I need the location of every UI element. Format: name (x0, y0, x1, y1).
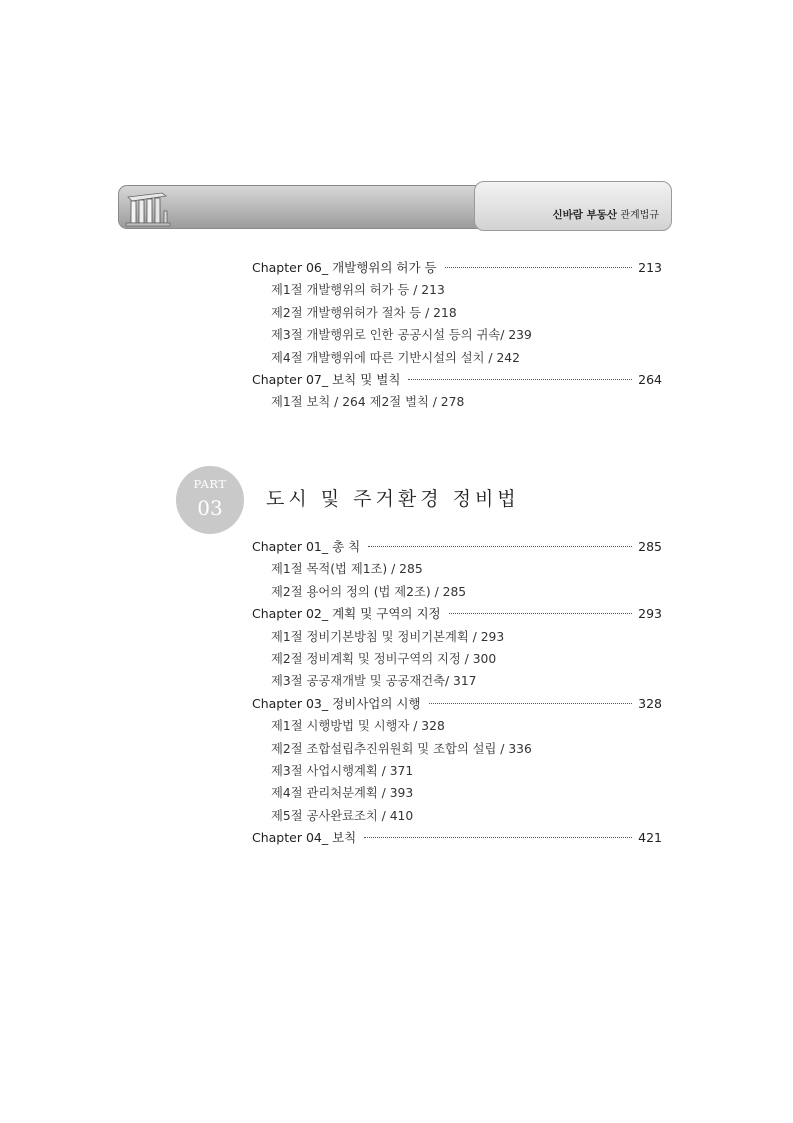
header-subtitle: 관계법규 (620, 210, 659, 221)
dot-leader (364, 837, 632, 838)
chapter-page: 293 (638, 606, 662, 622)
dot-leader (408, 379, 632, 380)
toc-section: 제1절 정비기본방침 및 정비기본계획 / 293 (271, 629, 505, 644)
chapter-title: Chapter 03_ 정비사업의 시행 (252, 695, 421, 711)
toc-chapter (252, 829, 662, 847)
running-header (118, 181, 672, 231)
toc-section: 제2절 개발행위허가 절차 등 / 218 (271, 305, 457, 320)
header-tab (474, 181, 672, 231)
chapter-title: Chapter 04_ 보칙 (252, 830, 357, 846)
part-number: 03 (197, 496, 223, 520)
toc-section: 제3절 개발행위로 인한 공공시설 등의 귀속/ 239 (271, 328, 532, 343)
toc-section: 제1절 시행방법 및 시행자 / 328 (271, 719, 445, 734)
header-brand: 신바람 부동산 (552, 209, 618, 221)
chapter-title: Chapter 02_ 계획 및 구역의 지정 (252, 606, 441, 622)
toc-section: 제1절 보칙 / 264 제2절 벌칙 / 278 (271, 395, 465, 410)
part-label: PART (193, 477, 227, 491)
toc-section: 제3절 공공재개발 및 공공재건축/ 317 (271, 674, 477, 689)
toc-chapter (252, 371, 662, 389)
chapter-page: 285 (638, 539, 662, 554)
chapter-page: 328 (638, 695, 662, 711)
header-title (553, 206, 660, 222)
dot-leader (429, 703, 633, 704)
chapter-title: Chapter 06_ 개발행위의 허가 등 (252, 260, 437, 275)
toc-section: 제1절 목적(법 제1조) / 285 (271, 562, 423, 577)
part-title: 도시 및 주거환경 정비법 (266, 488, 520, 510)
toc-section: 제1절 개발행위의 허가 등 / 213 (271, 283, 445, 298)
chapter-page: 213 (638, 260, 662, 275)
toc-chapter (252, 259, 662, 277)
toc-chapter (252, 538, 662, 556)
toc-section: 제2절 정비계획 및 정비구역의 지정 / 300 (271, 652, 497, 666)
part-badge (176, 466, 244, 534)
toc-section: 제3절 사업시행계획 / 371 (271, 764, 414, 778)
dot-leader (445, 267, 633, 268)
toc-section: 제2절 용어의 정의 (법 제2조) / 285 (271, 584, 467, 599)
toc-chapter (252, 605, 662, 623)
dot-leader (449, 613, 633, 614)
toc-chapter (252, 695, 662, 713)
toc-section: 제4절 개발행위에 따른 기반시설의 설치 / 242 (271, 350, 520, 365)
chapter-page: 421 (638, 830, 662, 846)
chapter-page: 264 (638, 372, 662, 387)
toc-section: 제5절 공사완료조치 / 410 (271, 808, 414, 823)
toc-section: 제4절 관리처분계획 / 393 (271, 786, 414, 801)
chapter-title: Chapter 01_ 총 칙 (252, 539, 361, 554)
dot-leader (368, 546, 632, 547)
chapter-title: Chapter 07_ 보칙 및 벌칙 (252, 372, 401, 387)
temple-columns-icon (122, 187, 172, 227)
toc-section: 제2절 조합설립추진위원회 및 조합의 설립 / 336 (271, 741, 532, 756)
